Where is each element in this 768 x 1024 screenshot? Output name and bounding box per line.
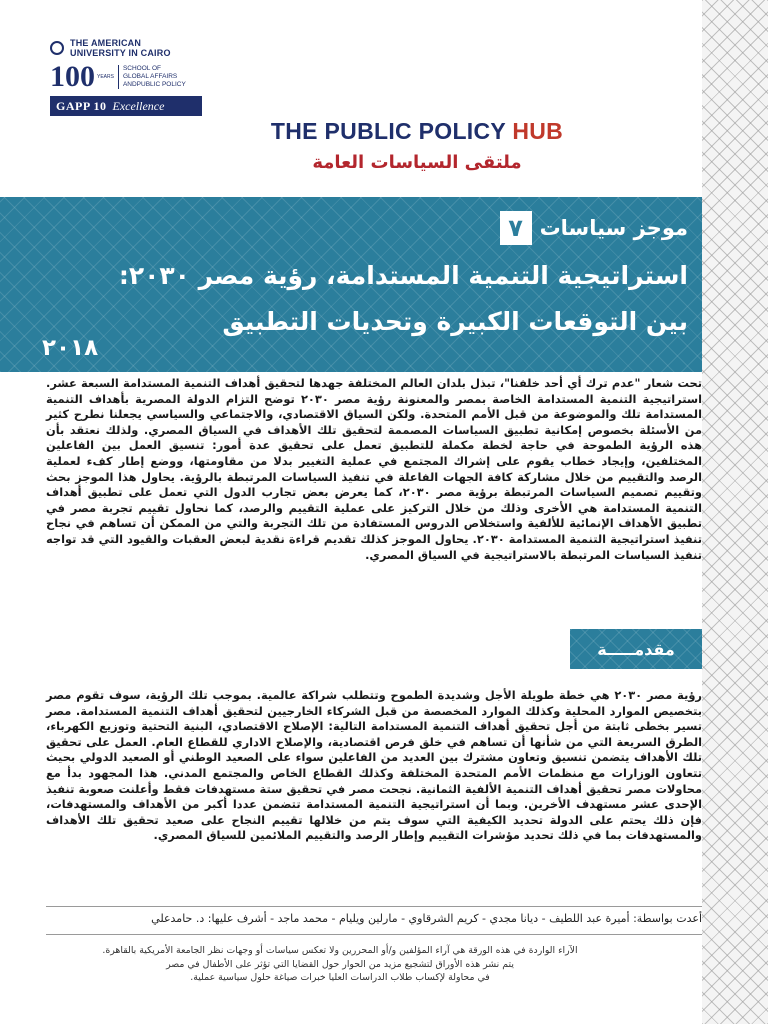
title-banner xyxy=(0,197,702,372)
school-name: SCHOOL OF GLOBAL AFFAIRS ANDPUBLIC POLICY xyxy=(118,65,186,89)
authors-line: أعدت بواسطة: أميرة عبد اللطيف - ديانا مجدي - كريم الشرقاوي - مارلين ويليام - محمد ماجد - أشرف عليها: د. حامدعلي xyxy=(151,912,702,925)
disclaimer-line: الآراء الواردة في هذه الورقة هي آراء المؤلفين و/أو المحررين ولا تعكس سياسات أو وجهات نظر الجامعة الأمريكية بالقاهرة. xyxy=(102,945,578,956)
hub-title-arabic: ملتقى السياسات العامة xyxy=(312,152,522,173)
disclaimer-line: في محاولة لإكساب طلاب الدراسات العليا خبرات صياغة حلول سياسية عملية. xyxy=(190,972,490,983)
disclaimer xyxy=(60,944,620,985)
publication-year: ٢٠١٨ xyxy=(42,335,99,361)
university-name: THE AMERICAN UNIVERSITY IN CAIRO xyxy=(70,38,171,58)
hub-title: THE PUBLIC POLICY HUB xyxy=(270,118,564,144)
centennial-number: 100 xyxy=(50,60,95,93)
gapp-excellence-badge: GAPP 10 Excellence xyxy=(50,96,202,116)
document-title-line2: بين التوقعات الكبيرة وتحديات التطبيق xyxy=(222,307,688,336)
abstract-paragraph: تحت شعار "عدم ترك أي أحد خلفنا"، تبذل بلدان العالم المختلفة جهدها لتحقيق أهداف التنمية المستدامة السبعة عشر. استراتيجية التنمية المستدامة الخاصة بمصر والمعنونة رؤية مصر ٢٠٣٠ توضح التزام الدولة المصرية بأهداف التنمية المستدامة تلك والموضوعة من قبل الأمم المتحدة. ولكن السياق الاقتصادي، والاجتماعي والسياسي يجعلنا نطرح كثير من الأسئلة بخصوص إمكانية تطبيق السياسات المصممة لتحقيق تلك الأهداف في السياق المصري. ولذلك نعتقد بأن هذه الرؤية الطموحة في حاجة لخطة مكملة للتطبيق تعمل على تحقيق عدة أمور: تنسيق العمل بين الفاعلين المختلفين، وإيجاد خطاب يقوم على إشراك المجتمع في عملية التغيير بدلا من مقاومتها، ووضع إطار كفء لعملية الرصد والتقييم من خلال مشاركة كافة الجهات الفاعلة في تنفيذ السياسات المرتبطة بالرؤية. يحاول هذا الموجز بحث وتقييم تصميم السياسات المرتبطة برؤية مصر ٢٠٣٠، كما يعرض بعض تجارب الدول التي تعمل على تطبيق أهداف التنمية المستدامة هي الأخرى وذلك من خلال التركيز على عملية التقييم والرصد، كما نحاول تقييم تجربة مصر في تطبيق الأهداف الإنمائية للألفية واستخلاص الدروس المستفادة من تلك التجربة والتي من الممكن أن تساهم في نجاح تنفيذ استراتيجية التنمية المستدامة ٢٠٣٠. يحاول الموجز كذلك تقديم قراءة نقدية لبعض العقبات والقيود التي قد تواجه تنفيذ السياسات المرتبطة بالاستراتيجية في السياق المصري. xyxy=(46,376,702,562)
divider xyxy=(46,934,702,935)
centennial-years: YEARS xyxy=(97,74,114,80)
document-title-line1: استراتيجية التنمية المستدامة، رؤية مصر ٢٠٣٠: xyxy=(118,261,688,290)
brief-number-badge: ٧ xyxy=(500,211,532,245)
university-seal-icon xyxy=(50,41,64,55)
divider xyxy=(46,906,702,907)
disclaimer-line: يتم نشر هذه الأوراق لتشجيع مزيد من الحوار حول القضايا التي تؤثر على الأطفال في مصر xyxy=(166,958,514,970)
brief-header xyxy=(500,211,688,245)
brief-label: موجز سياسات xyxy=(539,216,688,240)
decorative-side-border xyxy=(702,0,768,1024)
section-heading-intro: مقدمـــــة xyxy=(570,629,702,669)
intro-paragraph: رؤية مصر ٢٠٣٠ هي خطة طويلة الأجل وشديدة الطموح وتتطلب شراكة عالمية. بموجب تلك الرؤية، سوف تقوم مصر بتخصيص الموارد المحلية وكذلك الموارد المخصصة من قبل الشركاء الخارجيين لتحقيق أهداف التنمية المستدامة. مصر تسير بخطى ثابتة من أجل تحقيق أهداف التنمية المستدامة التالية: الإصلاح الاقتصادي، البنية التحتية وتوزيع الكهرباء، الطرق السريعة التي من شأنها أن تساهم في خلق فرص اقتصادية، والإصلاح الاداري للقطاع العام. العمل على تحقيق تلك الأهداف يتضمن تنسيق وتعاون مشترك بين العديد من الفاعلين سواء على الصعيد الوطني أو الصعيد الدولي بحيث تتعاون الوزارات مع منظمات الأمم المتحدة المختلفة وكذلك القطاع الخاص والمجتمع المدني. هذا المجهود بدأ مع محاولات مصر تحقيق أهداف التنمية الألفية الثمانية. نجحت مصر في تحقيق ستة مستهدفات فقط وأعلنت صعوبة تنفيذ الإحدى عشر مستهدف الأخرين. وبما أن استراتيجية التنمية المستدامة تتضمن عددا أكبر من الأهداف والمستهدفات، فإن ذلك يحتم على الدولة تحديد الكيفية التي سوف يتم من خلالها تقييم النجاح على صعيد تحقيق تلك الأهداف والمستهدفات بما في ذلك تحديد مؤشرات التقييم وإطار الرصد والتقييم الملائمين للسياق المصري. xyxy=(46,688,702,843)
auc-logo xyxy=(50,38,210,116)
